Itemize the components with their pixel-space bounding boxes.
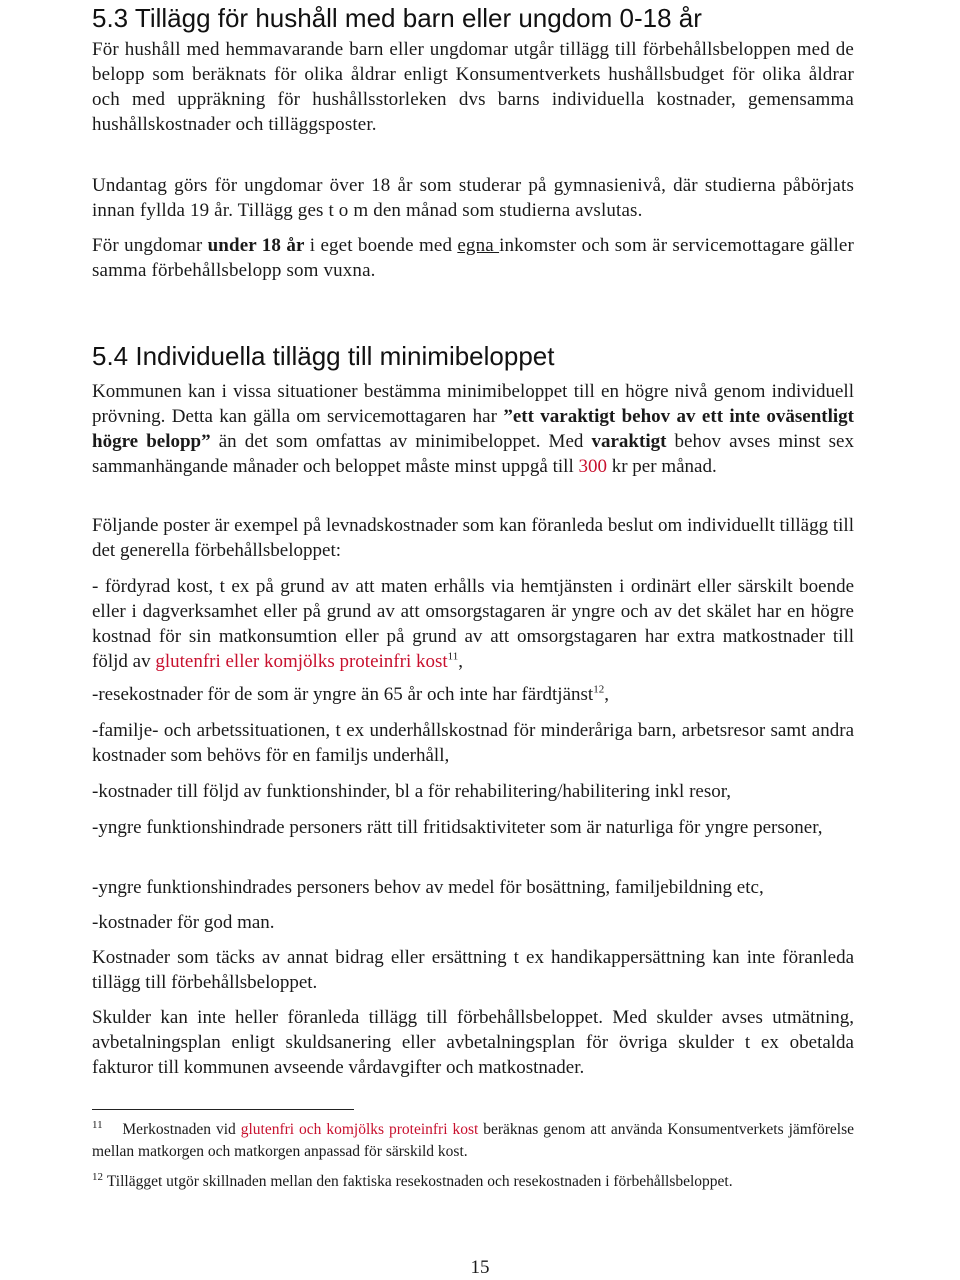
text-segment: För ungdomar — [92, 235, 208, 256]
paragraph-debts: Skulder kan inte heller föranleda tillägg till förbehållsbeloppet. Med skulder avses utmätning, avbetalningsplan enligt skuldsanering eller avbetalningsplan för övriga skulder t ex obetalda fakturor till kommunen avseende vårdavgifter och matkostnader. — [92, 1007, 854, 1078]
bold-text: varaktigt — [591, 431, 667, 452]
text-segment: behov avses minst sex sammanhängande månader och beloppet måste minst uppgå till — [92, 431, 854, 477]
text-segment: än det som omfattas av minimibeloppet. Med — [210, 431, 592, 452]
footnote-number: 12 — [92, 1170, 103, 1183]
highlighted-text: glutenfri eller komjölks proteinfri kost — [155, 651, 448, 672]
list-item-housing-family: -yngre funktionshindrades personers behov av medel för bosättning, familjebildning etc, — [92, 877, 764, 898]
page-number: 15 — [470, 1257, 490, 1278]
paragraph-exception-students: Undantag görs för ungdomar över 18 år som studerar på gymnasienivå, där studierna påbörjats innan fyllda 19 år. Tillägg ges t o m den månad som studierna avslutas. — [92, 175, 854, 221]
text-segment: Kommunen kan i vissa situationer bestämma minimibeloppet till en högre nivå genom individuell prövning. Detta kan gälla om servicemottagaren har — [92, 381, 854, 427]
text-segment: Tillägget utgör skillnaden mellan den faktiska resekostnaden och resekostnaden i förbehållsbeloppet. — [106, 1173, 733, 1190]
text-segment: , — [458, 651, 464, 672]
highlighted-amount: 300 — [578, 456, 607, 477]
text-segment: Merkostnaden vid — [122, 1121, 241, 1138]
paragraph-youth-own-housing — [92, 233, 854, 283]
paragraph-examples-intro: Följande poster är exempel på levnadskostnader som kan föranleda beslut om individuellt tillägg till det generella förbehållsbeloppet: — [92, 515, 854, 561]
list-item-guardian-costs: -kostnader för god man. — [92, 912, 275, 933]
text-segment: -resekostnader för de som är yngre än 65 år och inte har färdtjänst — [92, 684, 594, 705]
text-segment: , — [604, 684, 609, 705]
list-item-special-diet — [92, 574, 854, 674]
paragraph-individual-assessment — [92, 379, 854, 479]
section-heading-5-4: 5.4 Individuella tillägg till minimibeloppet — [92, 341, 555, 371]
text-segment: kr per månad. — [606, 456, 717, 477]
list-item-family-situation: -familje- och arbetssituationen, t ex underhållskostnad för minderåriga barn, arbetsresor samt andra kostnader som behövs för en familjs underhåll, — [92, 720, 854, 766]
list-item-travel-costs — [92, 682, 854, 707]
list-item-leisure-activities: -yngre funktionshindrade personers rätt till fritidsaktiviteter som är naturliga för yngre personer, — [92, 817, 823, 838]
footnote-ref-12: 12 — [593, 683, 605, 696]
text-segment: i eget boende med — [304, 235, 458, 256]
highlighted-text: glutenfri och komjölks proteinfri kost — [240, 1121, 479, 1138]
footnote-12 — [92, 1171, 854, 1193]
bold-text: under 18 år — [207, 235, 305, 256]
footnote-ref-11: 11 — [447, 650, 459, 663]
footnote-11 — [92, 1119, 854, 1163]
bold-text: ”ett varaktigt behov av ett inte oväsentligt högre belopp” — [92, 406, 854, 452]
footnote-separator — [92, 1109, 354, 1110]
text-segment: inkomster och som är servicemottagare gäller samma förbehållsbelopp som vuxna. — [92, 235, 854, 281]
paragraph-household-supplement: För hushåll med hemmavarande barn eller ungdomar utgår tillägg till förbehållsbeloppen med de belopp som beräknats för olika åldrar enligt Konsumentverkets hushållsbudget för olika åldrar och med uppräkning för hushållsstorleken dvs barns individuella kostnader, gemensamma hushållskostnader och tilläggsposter. — [92, 39, 854, 135]
footnote-number: 11 — [92, 1118, 103, 1131]
text-segment: beräknas genom att använda Konsumentverkets jämförelse mellan matkorgen och matkorgen anpassad för särskild kost. — [92, 1121, 854, 1160]
text-segment: - fördyrad kost, t ex på grund av att maten erhålls via hemtjänsten i ordinärt eller särskilt boende eller i dagverksamhet eller på grund av att omsorgstagaren är yngre och av det skälet har en högre kostnad för sin matkonsumtion eller på grund av att omsorgstagaren har extra matkostnader till följd av — [92, 576, 854, 672]
list-item-disability-costs: -kostnader till följd av funktionshinder, bl a för rehabilitering/habilitering inkl resor, — [92, 781, 732, 802]
paragraph-other-compensation: Kostnader som täcks av annat bidrag eller ersättning t ex handikappersättning kan inte föranleda tillägg till förbehållsbeloppet. — [92, 947, 854, 993]
section-heading-5-3: 5.3 Tillägg för hushåll med barn eller ungdom 0-18 år — [92, 3, 702, 33]
underlined-text: egna — [457, 235, 500, 256]
